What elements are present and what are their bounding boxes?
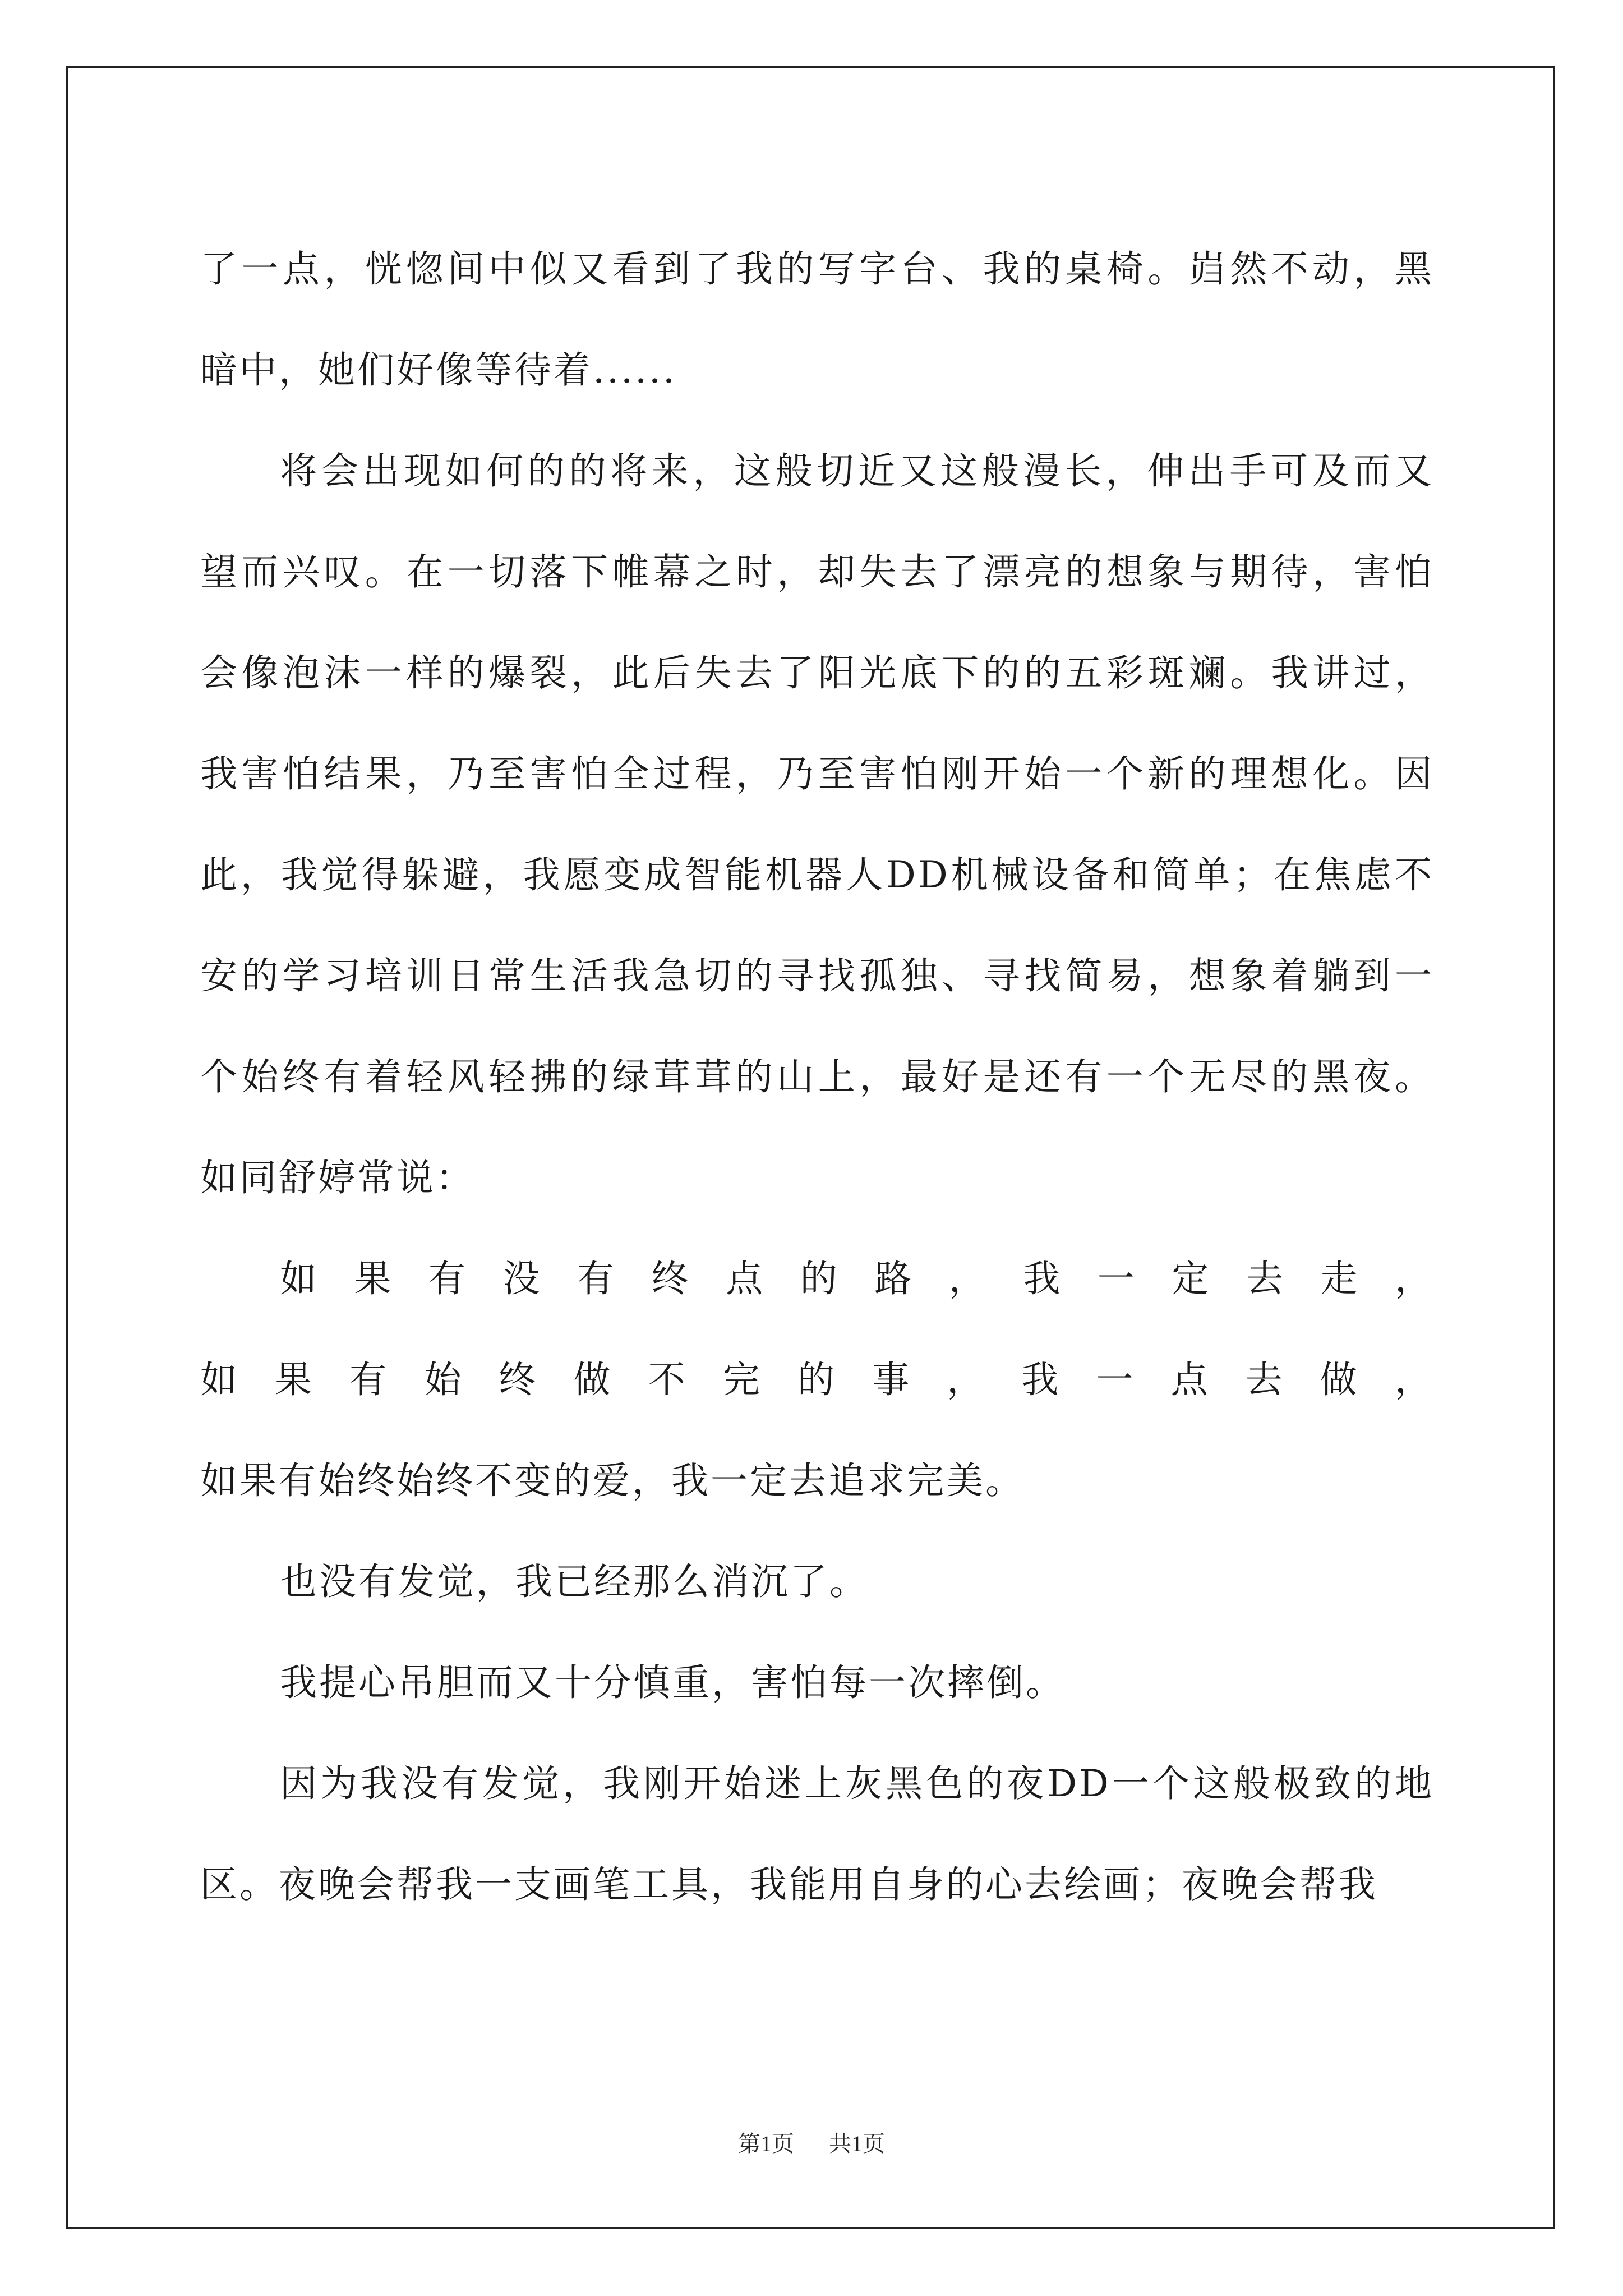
page-total: 共1页 xyxy=(829,2131,885,2156)
text-line: 如果有没有终点的路，我一定去走， xyxy=(280,1257,1434,1300)
paragraph xyxy=(200,1632,1434,1733)
text-line: 将会出现如何的的将来，这般切近又这般漫长，伸出手可及而又 xyxy=(280,449,1434,493)
text-line: 区。夜晚会帮我一支画笔工具，我能用自身的心去绘画；夜晚会帮我 xyxy=(200,1863,1378,1906)
text-line: 如果有始终始终不变的爱，我一定去追求完美。 xyxy=(200,1459,1025,1502)
text-line: 如同舒婷常说： xyxy=(200,1156,475,1199)
paragraph xyxy=(200,1531,1434,1632)
text-line: 望而兴叹。在一切落下帷幕之时，却失去了漂亮的想象与期待，害怕 xyxy=(200,550,1434,593)
text-line: 了一点，恍惚间中似又看到了我的写字台、我的桌椅。岿然不动，黑 xyxy=(200,247,1434,291)
text-line: 此，我觉得躲避，我愿变成智能机器人DD机械设备和简单；在焦虑不 xyxy=(200,853,1434,896)
text-line: 安的学习培训日常生活我急切的寻找孤独、寻找简易，想象着躺到一 xyxy=(200,954,1434,997)
text-line: 因为我没有发觉，我刚开始迷上灰黑色的夜DD一个这般极致的地 xyxy=(280,1762,1434,1805)
page-number: 第1页 xyxy=(738,2131,794,2156)
text-line: 也没有发觉，我已经那么消沉了。 xyxy=(280,1560,869,1603)
text-line: 会像泡沫一样的爆裂，此后失去了阳光底下的的五彩斑斓。我讲过， xyxy=(200,651,1434,694)
text-line: 暗中，她们好像等待着...... xyxy=(200,348,677,392)
paragraph xyxy=(200,421,1434,1228)
paragraph xyxy=(200,1228,1434,1531)
text-line: 个始终有着轻风轻拂的绿茸茸的山上，最好是还有一个无尽的黑夜。 xyxy=(200,1055,1434,1098)
text-line: 如果有始终做不完的事，我一点去做， xyxy=(200,1358,1434,1401)
document-body xyxy=(200,219,1434,1935)
paragraph xyxy=(200,1733,1434,1935)
text-line: 我害怕结果，乃至害怕全过程，乃至害怕刚开始一个新的理想化。因 xyxy=(200,752,1434,795)
page-footer xyxy=(0,2126,1623,2158)
paragraph xyxy=(200,219,1434,421)
text-line: 我提心吊胆而又十分慎重，害怕每一次摔倒。 xyxy=(280,1661,1065,1704)
